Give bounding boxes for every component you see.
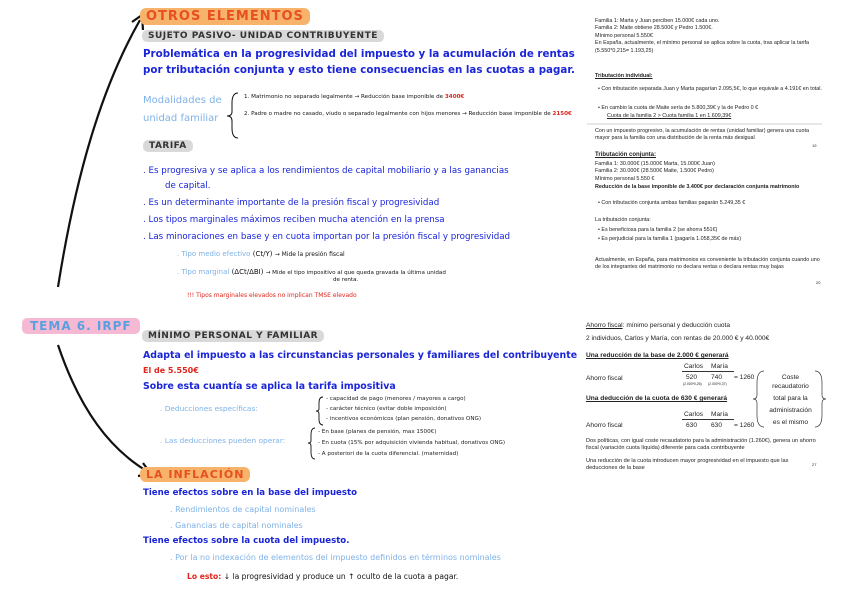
- slide3-r2c2: 630: [711, 422, 723, 429]
- slide1-bullet-2b: Cuota de la familia 2 > Cuota familia 1 en 1.609,39€: [607, 113, 732, 119]
- slide3-row-1-label: Ahorro fiscal: [586, 375, 623, 382]
- slide3-col-carlos-2: Carlos: [684, 411, 704, 418]
- slide3-foot-2: Una reducción de la cuota introducen mayor progresividad en el impuesto que las deducciones de la base: [586, 458, 789, 472]
- deducciones-label: . Deducciones específicas:: [160, 404, 258, 413]
- opera-2: - En cuota (15% por adquisición vivienda habitual, donativos ONG): [318, 440, 506, 446]
- inflacion-cuota-2-text: ↓ la progresividad y produce un ↑ oculto de la cuota a pagar.: [223, 572, 459, 581]
- tipo-marginal-desc: → Mide el tipo impositivo al que queda gravada la última unidad: [265, 270, 446, 276]
- slide1-page-number: 19: [812, 143, 817, 148]
- otros-heading-wrap: [140, 9, 310, 24]
- slide2-la-trib: La tributación conjunta:: [595, 217, 651, 223]
- slide3-brace-line: es el mismo: [772, 419, 809, 426]
- slide2-bullet-3-text: Es perjudicial para la familia 1 (pagaría 1.058,35€ de más): [601, 236, 742, 242]
- tarifa-heading: TARIFA: [143, 140, 193, 152]
- slide2-bullet-3: • Es perjudicial para la familia 1 (pagaría 1.058,35€ de más): [598, 236, 742, 242]
- slide3-rule-2: [682, 419, 734, 420]
- modalidad-2-amount: 2150€: [552, 111, 572, 117]
- slide2-bullet-1-text: Con tributación conjunta ambas familias pagarán 5.249,35 €: [601, 200, 746, 206]
- tarifa-line-1b: de capital.: [165, 181, 211, 191]
- slide2-bullet-2: • Es beneficiosa para la familia 2 (se ahorra 551€): [598, 227, 718, 233]
- minimo-heading-wrap: [142, 331, 324, 341]
- inflacion-base-1: . Rendimientos de capital nominales: [170, 505, 316, 514]
- opera-3: - A posteriori de la cuota diferencial. (maternidad): [318, 451, 459, 457]
- slide3-col-maria-2: María: [711, 411, 728, 418]
- slide3-title: [586, 321, 730, 330]
- slide2-actual: Actualmente, en España, para matrimonios es conveniente la tributación conjunta cuando uno de los integrantes del matrimonio no declara rentas o declara rentas muy bajas: [595, 257, 820, 271]
- deduccion-3: - incentivos económicos (plan pensión, donativos ONG): [326, 416, 482, 422]
- slide1-bullet-2: • En cambio la cuota de Maite sería de 5.800,39€ y la de Pedro 0 €: [598, 105, 759, 111]
- slide2-trib-conj: Tributación conjunta:: [595, 152, 656, 158]
- tema-label: [22, 319, 140, 333]
- minimo-heading: MÍNIMO PERSONAL Y FAMILIAR: [142, 330, 324, 342]
- slide1-line: Mínimo personal 5.550€: [595, 32, 653, 39]
- modalidad-1-amount: 3400€: [444, 94, 465, 100]
- slide3-r1c2: 740: [711, 374, 723, 381]
- tarifa-line-2: . Es un determinante importante de la presión fiscal y progresividad: [143, 198, 440, 208]
- slide3-page-number: 27: [812, 462, 817, 467]
- inflacion-line-1: Tiene efectos sobre en la base del impuesto: [143, 488, 358, 498]
- sujeto-heading-wrap: [142, 31, 384, 41]
- tarifa-line-4: . Las minoraciones en base y en cuota importan por la presión fiscal y progresividad: [143, 232, 511, 242]
- tarifa-line-1a: . Es progresiva y se aplica a los rendimientos de capital mobiliario y a las ganancias: [143, 166, 509, 176]
- tipo-marginal-desc-2: de renta.: [333, 277, 359, 283]
- slide3-r1c2-note: (2.000*0,37): [708, 382, 727, 386]
- tipo-medio-desc: → Mide la presión fiscal: [274, 251, 345, 258]
- slide2-lines: [595, 161, 715, 183]
- slide1-intro: [595, 18, 823, 55]
- tipo-marginal-formula: (ΔCt/ΔBI): [231, 268, 264, 276]
- tema-title: TEMA 6. IRPF: [22, 318, 140, 334]
- slide3-r2c1: 630: [686, 422, 698, 429]
- slide2-reduccion: Reducción de la base imponible de 3.400€ por declaración conjunta matrimonio: [595, 184, 800, 190]
- slide2-line: Familia 1: 30.000€ (15.000€ Marta, 15.000€ Juan): [595, 161, 715, 167]
- inflacion-cuota-2-label: Lo esto:: [187, 572, 222, 581]
- opera-1: - En base (planes de pensión, max 1500€): [318, 429, 437, 435]
- modalidades-label-2: unidad familiar: [143, 113, 219, 124]
- slide3-section-1: Una reducción de la base de 2.000 € generará: [586, 352, 729, 359]
- slide3-col-carlos: Carlos: [684, 363, 704, 370]
- problem-line2: por tributación conjunta y esto tiene consecuencias en las cuotas a pagar.: [143, 64, 575, 76]
- tipo-marginal-label: . Tipo marginal: [177, 268, 230, 276]
- slide3-section-2: Una deducción de la cuota de 630 € generará: [586, 395, 728, 402]
- slide3-brace-note: [763, 373, 818, 427]
- tipo-marginal: [177, 268, 446, 276]
- slide3-r1c1-note: (2.000*0,26): [683, 382, 702, 386]
- slide3-col-maria: María: [711, 363, 728, 370]
- deduccion-2: - carácter técnico (evitar doble imposición): [326, 406, 447, 412]
- slide1-bullet-2-text: En cambio la cuota de Maite sería de 5.800,39€ y la de Pedro 0 €: [601, 105, 759, 111]
- slide2-bullet-2-text: Es beneficiosa para la familia 2 (se ahorra 551€): [601, 227, 718, 233]
- otros-heading: OTROS ELEMENTOS: [140, 8, 310, 25]
- slide3-subtitle: 2 individuos, Carlos y María, con rentas de 20.000 € y 40.000€: [586, 335, 770, 342]
- modalidad-1-text: 1. Matrimonio no separado legalmente → Reducción base imponible de: [244, 94, 444, 100]
- slide1-line: Familia 2: Maite obtiene 28.500€ y Pedro 1.500€.: [595, 25, 713, 32]
- tipo-medio-label: . Tipo medio efectivo: [177, 250, 251, 258]
- slide1-line: Familia 1: Marta y Juan perciben 15.000€ cada uno.: [595, 18, 720, 24]
- deduccion-1: - capacidad de pago (menores / mayores a cargo): [326, 396, 466, 402]
- slide2-line: Mínimo personal 5.550 €: [595, 175, 655, 182]
- slide3-row-2-label: Ahorro fiscal: [586, 422, 623, 429]
- slide1-line: (5.550*0,215= 1.193,25): [595, 47, 654, 54]
- slide3-brace-line: administración: [769, 407, 812, 414]
- inflacion-cuota-2: [187, 572, 458, 581]
- slide1-trib-ind: Tributación individual:: [595, 73, 653, 79]
- slide3-brace-line: Coste recaudatorio: [772, 374, 809, 390]
- tipo-medio-formula: (Ct/Y): [252, 250, 273, 258]
- modalidad-2: [244, 111, 572, 117]
- slide2-line: Familia 2: 30.000€ (28.500€ Maite, 1.500€ Pedro): [595, 168, 714, 175]
- inflacion-heading: LA INFLACIÓN: [140, 467, 250, 482]
- inflacion-base-2: . Ganancias de capital nominales: [170, 521, 303, 530]
- pueden-operar-label: . Las deducciones pueden operar:: [160, 436, 286, 445]
- inflacion-cuota-1: . Por la no indexación de elementos del impuesto definidos en términos nominales: [170, 553, 501, 562]
- inflacion-heading-wrap: [140, 468, 250, 481]
- slide3-r1c1: 520: [686, 374, 698, 381]
- modalidades-label-1: Modalidades de: [143, 95, 222, 106]
- slide3-r2-total: = 1260: [734, 422, 755, 429]
- tipo-medio: [177, 250, 345, 258]
- slide3-r1-total: = 1260: [734, 374, 755, 381]
- slide3-rule-1: [682, 371, 734, 372]
- slide3-foot-1: Dos políticas, con igual coste recaudatorio para la administración (1.260€), genera un ahorro fiscal (variación cuota líquida) diferente para cada contribuyente: [586, 438, 816, 452]
- tarifa-heading-wrap: [143, 141, 193, 151]
- inflacion-line-2: Tiene efectos sobre la cuota del impuesto.: [143, 536, 350, 546]
- slide1-con-un: Con un impuesto progresivo, la acumulación de rentas (unidad familiar) genera una cuota mayor para la familia con una distribución de la renta más desigual: [595, 128, 809, 142]
- slide3-title-underlined: Ahorro fiscal: [586, 322, 623, 329]
- slide1-bullet-1: • Con tributación separada Juan y Marta pagarían 2.095,5€, lo que equivale a 4.191€ en total.: [598, 86, 822, 92]
- problem-line1: Problemática en la progresividad del impuesto y la acumulación de rentas: [143, 48, 575, 60]
- modalidad-1: [244, 94, 464, 100]
- modalidad-2-text: 2. Padre o madre no casado, viudo o separado legalmente con hijos menores → Reducción base imponible de: [244, 111, 551, 117]
- slide2-page-number: 20: [816, 280, 821, 285]
- minimo-line-2: El de 5.550€: [143, 366, 199, 375]
- slide2-bullet-1: • Con tributación conjunta ambas familias pagarán 5.249,35 €: [598, 200, 746, 206]
- slide1-bullet-1-text: Con tributación separada Juan y Marta pagarían 2.095,5€, lo que equivale a 4.191€ en total.: [601, 86, 822, 92]
- minimo-line-1: Adapta el impuesto a las circunstancias personales y familiares del contribuyente: [143, 350, 578, 361]
- tarifa-line-3: . Los tipos marginales máximos reciben mucha atención en la prensa: [143, 215, 445, 225]
- sujeto-heading: SUJETO PASIVO- UNIDAD CONTRIBUYENTE: [142, 30, 384, 42]
- alert-note: !!! Tipos marginales elevados no implican TMSE elevado: [187, 292, 357, 299]
- slide3-title-rest: : mínimo personal y deducción cuota: [622, 322, 731, 329]
- minimo-line-3: Sobre esta cuantía se aplica la tarifa impositiva: [143, 381, 396, 392]
- slide3-brace-line: total para la: [773, 395, 808, 402]
- slide1-line: En España, actualmente, el mínimo personal se aplica sobre la cuota, tras aplicar la tarifa: [595, 40, 809, 47]
